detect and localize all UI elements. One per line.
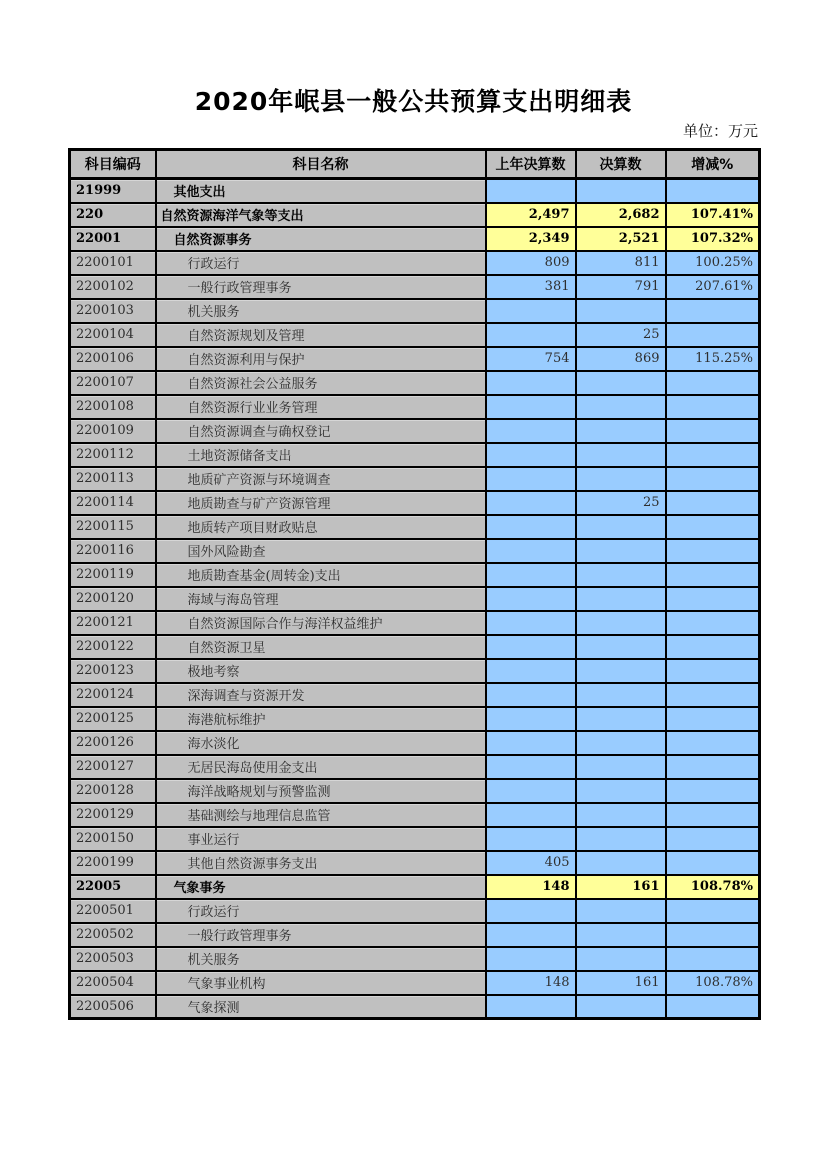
cell-subject-name: 气象事业机构 <box>156 971 486 995</box>
cell-subject-name: 自然资源海洋气象等支出 <box>156 203 486 227</box>
table-row <box>70 707 760 731</box>
cell-subject-name: 地质转产项目财政贴息 <box>156 515 486 539</box>
cell-change-pct: 207.61% <box>666 275 760 299</box>
cell-final <box>576 779 666 803</box>
cell-subject-code: 2200123 <box>70 659 156 683</box>
cell-final <box>576 563 666 587</box>
table-row <box>70 443 760 467</box>
table-row <box>70 419 760 443</box>
cell-final <box>576 611 666 635</box>
cell-subject-code: 2200503 <box>70 947 156 971</box>
cell-subject-name: 气象事务 <box>156 875 486 899</box>
cell-subject-code: 2200124 <box>70 683 156 707</box>
table-row <box>70 227 760 251</box>
table-row <box>70 611 760 635</box>
cell-prev-year <box>486 467 576 491</box>
cell-final <box>576 899 666 923</box>
table-header-row <box>70 150 760 179</box>
cell-subject-name: 自然资源国际合作与海洋权益维护 <box>156 611 486 635</box>
cell-prev-year <box>486 707 576 731</box>
cell-prev-year: 2,349 <box>486 227 576 251</box>
table-row <box>70 587 760 611</box>
cell-change-pct <box>666 755 760 779</box>
table-row <box>70 803 760 827</box>
cell-change-pct <box>666 179 760 203</box>
cell-subject-name: 其他自然资源事务支出 <box>156 851 486 875</box>
cell-final <box>576 827 666 851</box>
budget-table <box>68 148 761 1020</box>
cell-prev-year <box>486 755 576 779</box>
unit-label: 单位：万元 <box>682 122 758 140</box>
cell-subject-name: 自然资源调查与确权登记 <box>156 419 486 443</box>
table-row <box>70 827 760 851</box>
cell-subject-name: 一般行政管理事务 <box>156 923 486 947</box>
cell-prev-year: 754 <box>486 347 576 371</box>
cell-subject-code: 2200115 <box>70 515 156 539</box>
cell-subject-code: 2200116 <box>70 539 156 563</box>
table-body <box>70 179 760 1019</box>
table-row <box>70 467 760 491</box>
cell-subject-code: 2200129 <box>70 803 156 827</box>
cell-final <box>576 947 666 971</box>
cell-change-pct <box>666 419 760 443</box>
cell-change-pct <box>666 515 760 539</box>
cell-subject-code: 2200126 <box>70 731 156 755</box>
cell-subject-name: 海洋战略规划与预警监测 <box>156 779 486 803</box>
cell-subject-name: 事业运行 <box>156 827 486 851</box>
cell-prev-year <box>486 731 576 755</box>
cell-change-pct <box>666 923 760 947</box>
cell-subject-name: 地质矿产资源与环境调查 <box>156 467 486 491</box>
cell-final: 161 <box>576 875 666 899</box>
table-row <box>70 395 760 419</box>
cell-change-pct: 107.41% <box>666 203 760 227</box>
cell-change-pct: 108.78% <box>666 875 760 899</box>
cell-subject-name: 基础测绘与地理信息监管 <box>156 803 486 827</box>
cell-change-pct <box>666 635 760 659</box>
cell-subject-code: 2200502 <box>70 923 156 947</box>
cell-final: 791 <box>576 275 666 299</box>
cell-final: 2,682 <box>576 203 666 227</box>
cell-final <box>576 707 666 731</box>
cell-final <box>576 851 666 875</box>
cell-prev-year: 148 <box>486 875 576 899</box>
cell-subject-code: 2200119 <box>70 563 156 587</box>
cell-final: 25 <box>576 323 666 347</box>
cell-change-pct <box>666 323 760 347</box>
cell-subject-name: 机关服务 <box>156 947 486 971</box>
column-header-final: 决算数 <box>576 150 666 179</box>
table-header <box>70 150 760 179</box>
cell-final <box>576 299 666 323</box>
cell-subject-name: 一般行政管理事务 <box>156 275 486 299</box>
cell-final <box>576 731 666 755</box>
cell-subject-code: 21999 <box>70 179 156 203</box>
cell-prev-year: 381 <box>486 275 576 299</box>
cell-final <box>576 371 666 395</box>
cell-subject-name: 土地资源储备支出 <box>156 443 486 467</box>
cell-subject-name: 自然资源卫星 <box>156 635 486 659</box>
table-row <box>70 563 760 587</box>
cell-subject-code: 2200107 <box>70 371 156 395</box>
cell-change-pct <box>666 731 760 755</box>
table-row <box>70 923 760 947</box>
cell-prev-year <box>486 923 576 947</box>
cell-final <box>576 923 666 947</box>
table-row <box>70 371 760 395</box>
cell-prev-year <box>486 323 576 347</box>
page-title: 2020年岷县一般公共预算支出明细表 <box>194 87 633 116</box>
cell-prev-year <box>486 563 576 587</box>
cell-final <box>576 539 666 563</box>
cell-change-pct: 100.25% <box>666 251 760 275</box>
table-row <box>70 323 760 347</box>
cell-prev-year <box>486 995 576 1019</box>
cell-prev-year <box>486 539 576 563</box>
cell-change-pct <box>666 611 760 635</box>
cell-subject-name: 自然资源规划及管理 <box>156 323 486 347</box>
cell-change-pct <box>666 491 760 515</box>
cell-change-pct <box>666 563 760 587</box>
cell-subject-code: 2200101 <box>70 251 156 275</box>
cell-prev-year <box>486 803 576 827</box>
cell-subject-name: 行政运行 <box>156 251 486 275</box>
cell-subject-name: 地质勘查基金(周转金)支出 <box>156 563 486 587</box>
cell-prev-year <box>486 779 576 803</box>
cell-final <box>576 995 666 1019</box>
table-row <box>70 683 760 707</box>
cell-subject-name: 自然资源行业业务管理 <box>156 395 486 419</box>
cell-subject-code: 2200113 <box>70 467 156 491</box>
cell-prev-year: 2,497 <box>486 203 576 227</box>
cell-prev-year <box>486 587 576 611</box>
cell-prev-year <box>486 683 576 707</box>
cell-subject-code: 2200128 <box>70 779 156 803</box>
cell-subject-code: 2200127 <box>70 755 156 779</box>
table-row <box>70 179 760 203</box>
cell-subject-name: 气象探测 <box>156 995 486 1019</box>
table-row <box>70 299 760 323</box>
cell-final <box>576 635 666 659</box>
cell-change-pct <box>666 443 760 467</box>
cell-subject-name: 自然资源事务 <box>156 227 486 251</box>
cell-change-pct <box>666 827 760 851</box>
cell-subject-code: 2200122 <box>70 635 156 659</box>
cell-final <box>576 179 666 203</box>
table-row <box>70 731 760 755</box>
cell-prev-year <box>486 659 576 683</box>
cell-change-pct: 115.25% <box>666 347 760 371</box>
table-row <box>70 251 760 275</box>
cell-final <box>576 395 666 419</box>
cell-subject-name: 其他支出 <box>156 179 486 203</box>
cell-prev-year: 405 <box>486 851 576 875</box>
table-row <box>70 659 760 683</box>
cell-change-pct <box>666 587 760 611</box>
column-header-name: 科目名称 <box>156 150 486 179</box>
cell-final <box>576 443 666 467</box>
cell-prev-year <box>486 299 576 323</box>
cell-prev-year <box>486 419 576 443</box>
cell-final: 25 <box>576 491 666 515</box>
cell-change-pct <box>666 899 760 923</box>
cell-change-pct <box>666 395 760 419</box>
cell-prev-year <box>486 947 576 971</box>
cell-subject-name: 极地考察 <box>156 659 486 683</box>
table-row <box>70 875 760 899</box>
cell-change-pct <box>666 707 760 731</box>
cell-final <box>576 419 666 443</box>
cell-subject-code: 2200106 <box>70 347 156 371</box>
cell-subject-code: 2200506 <box>70 995 156 1019</box>
table-row <box>70 779 760 803</box>
cell-subject-code: 2200501 <box>70 899 156 923</box>
cell-prev-year <box>486 515 576 539</box>
cell-subject-code: 2200121 <box>70 611 156 635</box>
cell-final: 811 <box>576 251 666 275</box>
cell-change-pct <box>666 299 760 323</box>
cell-change-pct: 107.32% <box>666 227 760 251</box>
cell-subject-name: 行政运行 <box>156 899 486 923</box>
table-row <box>70 755 760 779</box>
column-header-code: 科目编码 <box>70 150 156 179</box>
cell-subject-code: 2200150 <box>70 827 156 851</box>
column-header-prev-year: 上年决算数 <box>486 150 576 179</box>
cell-subject-code: 2200104 <box>70 323 156 347</box>
cell-change-pct <box>666 947 760 971</box>
cell-subject-name: 机关服务 <box>156 299 486 323</box>
cell-change-pct <box>666 659 760 683</box>
cell-prev-year <box>486 635 576 659</box>
cell-change-pct <box>666 371 760 395</box>
cell-final: 2,521 <box>576 227 666 251</box>
cell-change-pct <box>666 995 760 1019</box>
cell-subject-code: 2200199 <box>70 851 156 875</box>
cell-prev-year <box>486 827 576 851</box>
table-row <box>70 275 760 299</box>
cell-final <box>576 515 666 539</box>
cell-subject-code: 22001 <box>70 227 156 251</box>
cell-prev-year <box>486 179 576 203</box>
cell-subject-code: 2200108 <box>70 395 156 419</box>
table-row <box>70 491 760 515</box>
cell-subject-name: 海域与海岛管理 <box>156 587 486 611</box>
table-row <box>70 947 760 971</box>
cell-subject-code: 2200114 <box>70 491 156 515</box>
cell-subject-code: 2200125 <box>70 707 156 731</box>
cell-final <box>576 659 666 683</box>
cell-prev-year <box>486 371 576 395</box>
table-row <box>70 515 760 539</box>
cell-subject-name: 国外风险勘查 <box>156 539 486 563</box>
cell-final <box>576 587 666 611</box>
cell-subject-code: 2200103 <box>70 299 156 323</box>
cell-subject-name: 海水淡化 <box>156 731 486 755</box>
cell-subject-code: 22005 <box>70 875 156 899</box>
cell-change-pct <box>666 779 760 803</box>
cell-subject-name: 自然资源社会公益服务 <box>156 371 486 395</box>
table-row <box>70 347 760 371</box>
cell-subject-name: 海港航标维护 <box>156 707 486 731</box>
cell-change-pct <box>666 851 760 875</box>
cell-subject-code: 2200102 <box>70 275 156 299</box>
column-header-change: 增减% <box>666 150 760 179</box>
cell-final: 869 <box>576 347 666 371</box>
cell-subject-name: 深海调查与资源开发 <box>156 683 486 707</box>
cell-change-pct: 108.78% <box>666 971 760 995</box>
cell-prev-year <box>486 395 576 419</box>
cell-final <box>576 467 666 491</box>
cell-subject-code: 2200120 <box>70 587 156 611</box>
cell-prev-year <box>486 899 576 923</box>
cell-change-pct <box>666 467 760 491</box>
cell-prev-year: 809 <box>486 251 576 275</box>
cell-final <box>576 683 666 707</box>
cell-prev-year <box>486 611 576 635</box>
table-row <box>70 635 760 659</box>
cell-change-pct <box>666 803 760 827</box>
cell-subject-name: 自然资源利用与保护 <box>156 347 486 371</box>
cell-change-pct <box>666 683 760 707</box>
cell-subject-name: 地质勘查与矿产资源管理 <box>156 491 486 515</box>
table-row <box>70 203 760 227</box>
cell-final <box>576 755 666 779</box>
cell-change-pct <box>666 539 760 563</box>
cell-subject-code: 2200112 <box>70 443 156 467</box>
table-row <box>70 971 760 995</box>
cell-subject-name: 无居民海岛使用金支出 <box>156 755 486 779</box>
cell-subject-code: 2200504 <box>70 971 156 995</box>
cell-prev-year <box>486 443 576 467</box>
table-row <box>70 995 760 1019</box>
cell-prev-year <box>486 491 576 515</box>
cell-prev-year: 148 <box>486 971 576 995</box>
cell-final <box>576 803 666 827</box>
cell-subject-code: 220 <box>70 203 156 227</box>
table-row <box>70 539 760 563</box>
cell-subject-code: 2200109 <box>70 419 156 443</box>
table-row <box>70 851 760 875</box>
cell-final: 161 <box>576 971 666 995</box>
table-row <box>70 899 760 923</box>
